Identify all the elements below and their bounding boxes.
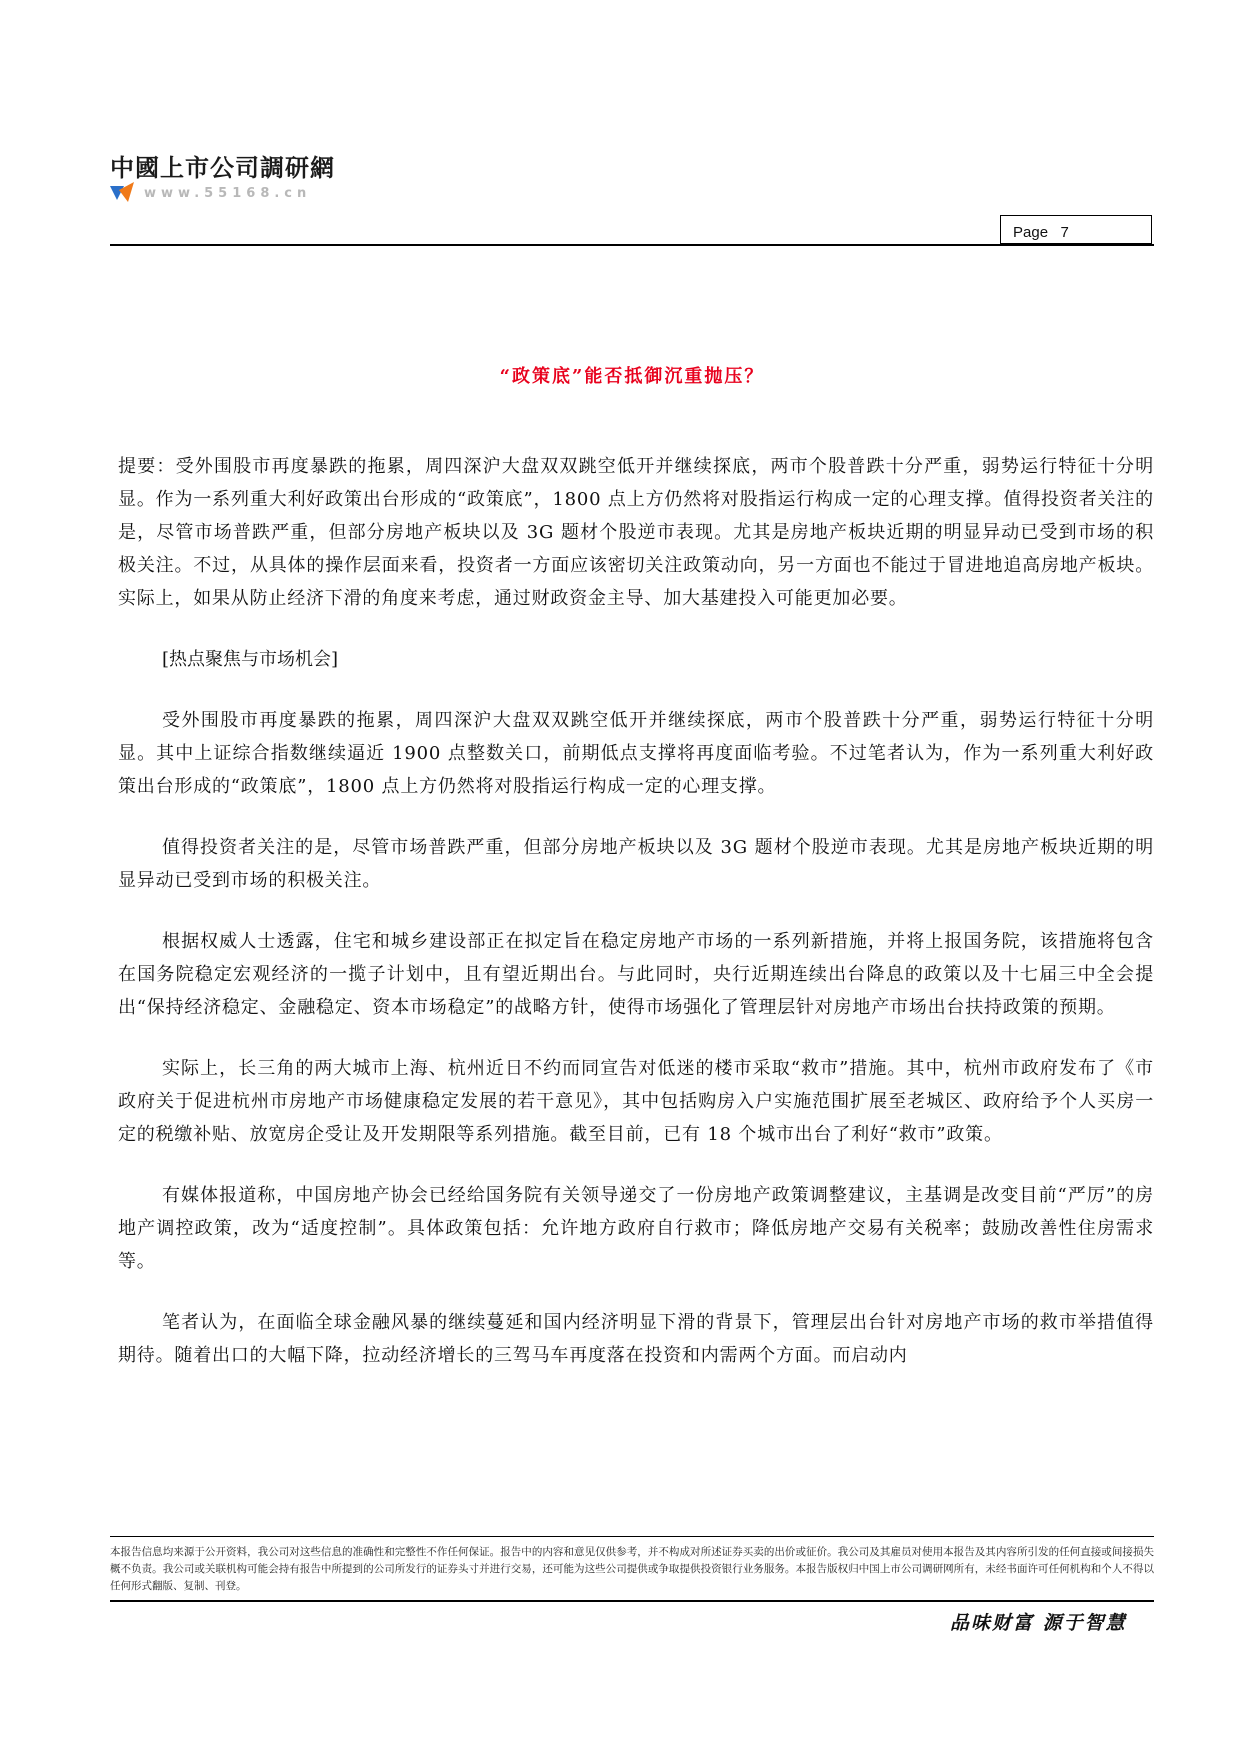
page-number-box [1000, 215, 1152, 244]
body-paragraph: 根据权威人士透露，住宅和城乡建设部正在拟定旨在稳定房地产市场的一系列新措施，并将上报国务院，该措施将包含在国务院稳定宏观经济的一揽子计划中，且有望近期出台。与此同时，央行近期连续出台降息的政策以及十七届三中全会提出“保持经济稳定、金融稳定、资本市场稳定”的战略方针，使得市场强化了管理层针对房地产市场出台扶持政策的预期。 [118, 931, 1154, 1018]
body-paragraph: 受外围股市再度暴跌的拖累，周四深沪大盘双双跳空低开并继续探底，两市个股普跌十分严重，弱势运行特征十分明显。其中上证综合指数继续逼近 1900 点整数关口，前期低点支撑将再度面临考验。不过笔者认为，作为一系列重大利好政策出台形成的“政策底”，1800 点上方仍然将对股指运行构成一定的心理支撑。 [118, 710, 1154, 797]
footer-divider-bottom [110, 1600, 1154, 1602]
body-paragraph: 笔者认为，在面临全球金融风暴的继续蔓延和国内经济明显下滑的背景下，管理层出台针对房地产市场的救市举措值得期待。随着出口的大幅下降，拉动经济增长的三驾马车再度落在投资和内需两个方面。而启动内 [118, 1312, 1154, 1366]
site-logo [110, 148, 335, 201]
footer-slogan: 品味财富 源于智慧 [950, 1612, 1127, 1634]
logo-url: www.55168.cn [144, 185, 312, 201]
disclaimer-text: 本报告信息均来源于公开资料，我公司对这些信息的准确性和完整性不作任何保证。报告中的内容和意见仅供参考，并不构成对所述证券买卖的出价或征价。我公司及其雇员对使用本报告及其内容所引发的任何直接或间接损失概不负责。我公司或关联机构可能会持有报告中所提到的公司所发行的证券头寸并进行交易，还可能为这些公司提供或争取提供投资银行业务服务。本报告版权归中国上市公司调研网所有，未经书面许可任何机构和个人不得以任何形式翻版、复制、刊登。 [110, 1546, 1154, 1592]
logo-title: 中國上市公司調研網 [110, 154, 335, 182]
section-heading: [热点聚焦与市场机会] [162, 649, 339, 670]
logo-subline [110, 182, 311, 204]
body-paragraph: 有媒体报道称，中国房地产协会已经给国务院有关领导递交了一份房地产政策调整建议，主基调是改变目前“严厉”的房地产调控政策，改为“适度控制”。具体政策包括：允许地方政府自行救市；降低房地产交易有关税率；鼓励改善性住房需求等。 [118, 1185, 1154, 1272]
page-number: Page 7 [1013, 224, 1069, 241]
article-title: “政策底”能否抵御沉重抛压？ [499, 366, 765, 387]
footer-divider [110, 1536, 1154, 1537]
body-paragraph: 值得投资者关注的是，尽管市场普跌严重，但部分房地产板块以及 3G 题材个股逆市表现。尤其是房地产板块近期的明显异动已受到市场的积极关注。 [118, 837, 1154, 891]
logo-mark-icon [110, 182, 134, 204]
article-body [118, 450, 1154, 1372]
header-divider [110, 244, 1154, 246]
summary-paragraph: 提要：受外围股市再度暴跌的拖累，周四深沪大盘双双跳空低开并继续探底，两市个股普跌十分严重，弱势运行特征十分明显。作为一系列重大利好政策出台形成的“政策底”，1800 点上方仍然将对股指运行构成一定的心理支撑。值得投资者关注的是，尽管市场普跌严重，但部分房地产板块以及 3G 题材个股逆市表现。尤其是房地产板块近期的明显异动已受到市场的积极关注。不过，从具体的操作层面来看，投资者一方面应该密切关注政策动向，另一方面也不能过于冒进地追高房地产板块。实际上，如果从防止经济下滑的角度来考虑，通过财政资金主导、加大基建投入可能更加必要。 [118, 456, 1154, 609]
body-paragraph: 实际上，长三角的两大城市上海、杭州近日不约而同宣告对低迷的楼市采取“救市”措施。其中，杭州市政府发布了《市政府关于促进杭州市房地产市场健康稳定发展的若干意见》，其中包括购房入户实施范围扩展至老城区、政府给予个人买房一定的税缴补贴、放宽房企受让及开发期限等系列措施。截至目前，已有 18 个城市出台了利好“救市”政策。 [118, 1058, 1154, 1145]
